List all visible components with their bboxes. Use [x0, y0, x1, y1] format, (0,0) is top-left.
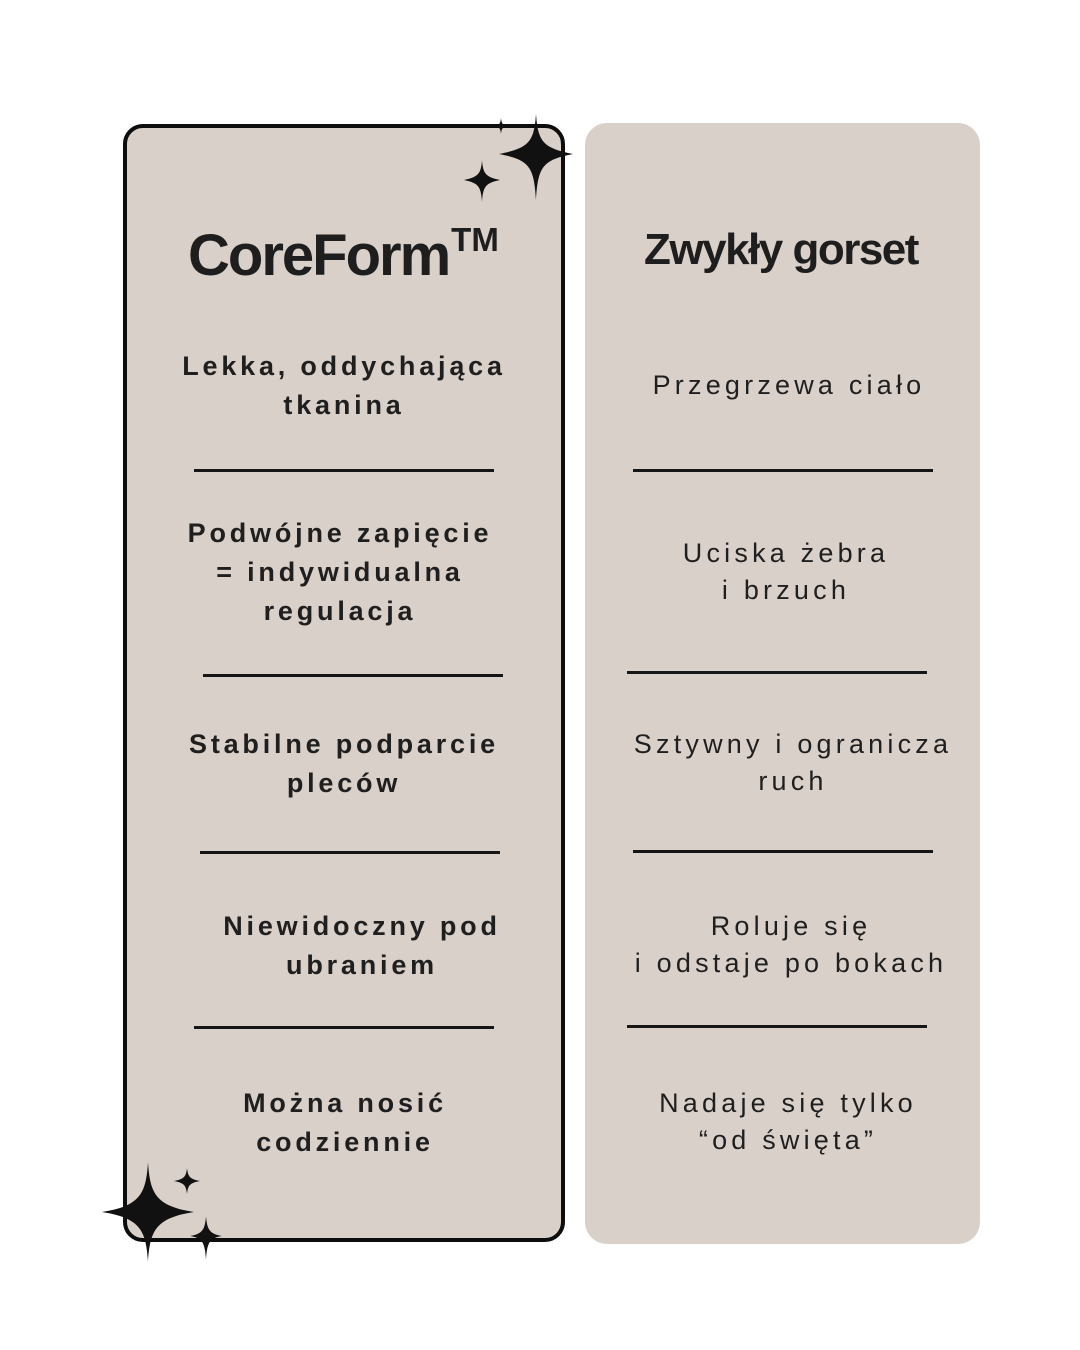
divider	[194, 1026, 494, 1029]
divider	[194, 469, 494, 472]
divider	[633, 850, 933, 853]
regular-corset-card	[585, 123, 980, 1244]
coreform-feature-1: Lekka, oddychająca tkanina	[182, 351, 506, 420]
divider	[203, 674, 503, 677]
divider	[200, 851, 500, 854]
trademark-mark: TM	[451, 221, 499, 258]
sparkle-icon	[98, 1160, 228, 1270]
regular-corset-title: Zwykły gorset	[644, 225, 918, 274]
divider	[627, 671, 927, 674]
coreform-feature-5: Można nosić codziennie	[243, 1088, 447, 1157]
corset-drawback-2: Uciska żebra i brzuch	[682, 538, 890, 605]
corset-drawback-3: Sztywny i ogranicza ruch	[633, 729, 953, 796]
divider	[627, 1025, 927, 1028]
coreform-feature-4: Niewidoczny pod ubraniem	[223, 911, 501, 980]
sparkle-icon	[455, 108, 585, 218]
coreform-title-text: CoreForm	[188, 223, 450, 288]
coreform-title	[188, 205, 499, 291]
coreform-card	[123, 124, 565, 1242]
coreform-feature-2: Podwójne zapięcie = indywidualna regulacja	[187, 518, 493, 626]
corset-drawback-1: Przegrzewa ciało	[652, 370, 926, 400]
corset-drawback-5: Nadaje się tylko “od święta”	[659, 1088, 917, 1155]
coreform-feature-3: Stabilne podparcie pleców	[189, 729, 499, 798]
corset-drawback-4: Roluje się i odstaje po bokach	[634, 911, 948, 978]
divider	[633, 469, 933, 472]
